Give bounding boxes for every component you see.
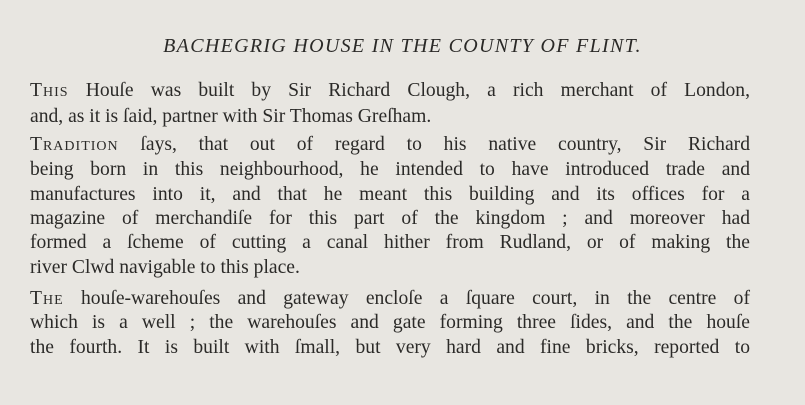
text-line: river Clwd navigable to this place.	[30, 257, 300, 278]
line-text: ſays, that out of regard to his native country, Sir Richard	[118, 134, 750, 155]
line-text: Houſe was built by Sir Richard Clough, a rich merchant of London,	[68, 80, 750, 101]
text-line	[30, 80, 750, 102]
lead-word: Tradition	[30, 134, 119, 155]
text-line: formed a ſcheme of cutting a canal hither from Rudland, or of making the	[30, 232, 750, 253]
text-line: which is a well ; the warehouſes and gate forming three ſides, and the houſe	[30, 312, 750, 333]
text-line: manufactures into it, and that he meant this building and its offices for a	[30, 184, 750, 205]
text-line: being born in this neighbourhood, he intended to have introduced trade and	[30, 159, 750, 180]
lead-word: This	[30, 80, 69, 101]
text-line: and, as it is ſaid, partner with Sir Thomas Greſham.	[30, 106, 432, 127]
text-line: the fourth. It is built with ſmall, but very hard and fine bricks, reported to	[30, 337, 750, 358]
text-line: magazine of merchandiſe for this part of the kingdom ; and moreover had	[30, 208, 750, 229]
line-text: houſe-warehouſes and gateway encloſe a ſquare court, in the centre of	[63, 288, 750, 309]
page-title: BACHEGRIG HOUSE IN THE COUNTY OF FLINT.	[163, 35, 642, 57]
text-line	[30, 288, 750, 310]
text-line	[30, 134, 750, 156]
lead-word: The	[30, 288, 64, 309]
